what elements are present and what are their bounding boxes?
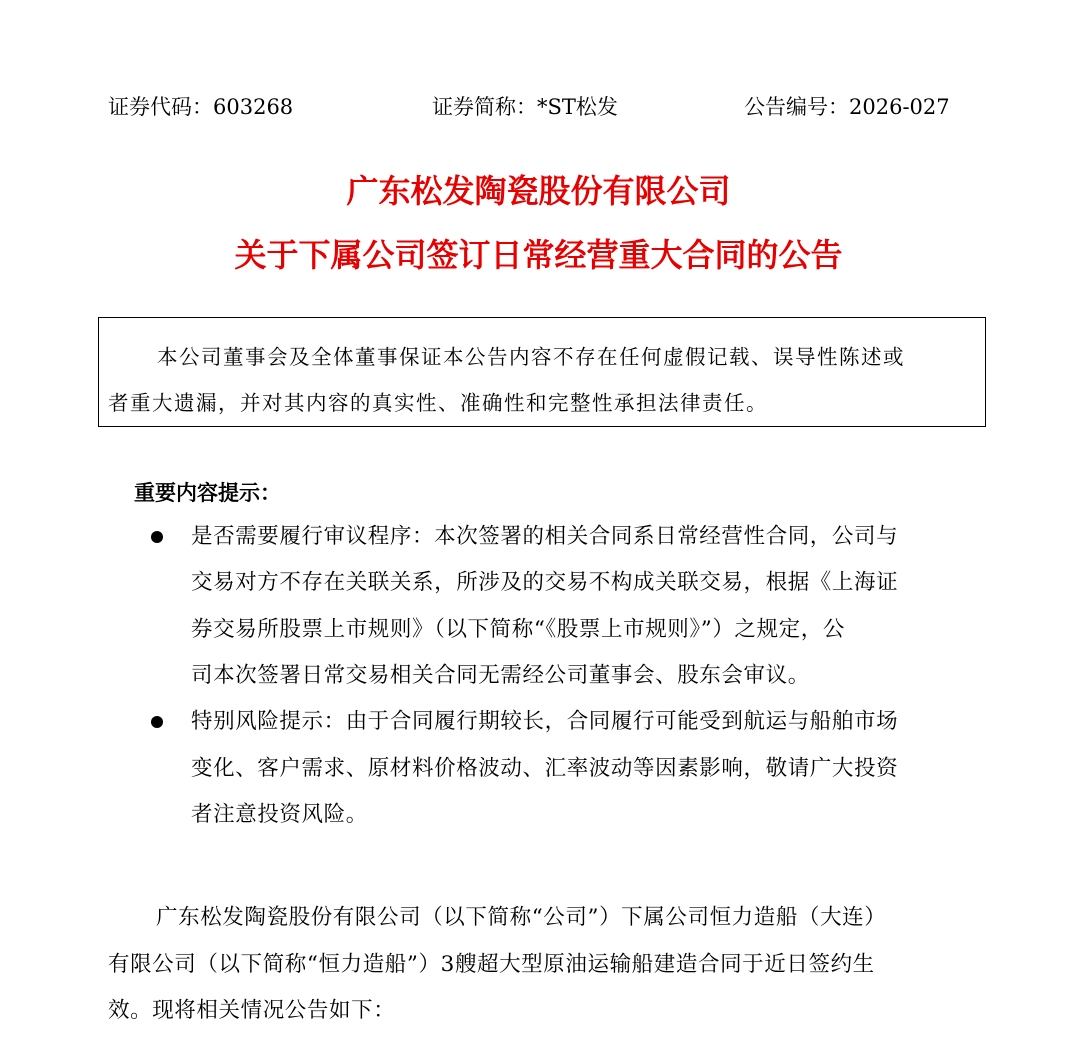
notice-line: 本公司董事会及全体董事保证本公告内容不存在任何虚假记载、误导性陈述或 — [157, 345, 905, 369]
board-guarantee-notice — [98, 317, 986, 427]
body-line: 效。现将相关情况公告如下： — [108, 998, 396, 1023]
company-title: 广东松发陶瓷股份有限公司 — [346, 172, 731, 210]
key-point-line: 券交易所股票上市规则》（以下简称“《股票上市规则》”）之规定，公 — [191, 617, 845, 642]
key-point-line: 交易对方不存在关联关系，所涉及的交易不构成关联交易，根据《上海证 — [191, 570, 899, 595]
key-point-line: 者注意投资风险。 — [191, 802, 368, 827]
security-name: 证券简称：*ST松发 — [432, 95, 618, 119]
announcement-title: 关于下属公司签订日常经营重大合同的公告 — [234, 236, 843, 274]
body-line: 广东松发陶瓷股份有限公司（以下简称“公司”）下属公司恒力造船（大连） — [156, 905, 887, 930]
key-point-line: 特别风险提示：由于合同履行期较长，合同履行可能受到航运与船舶市场 — [191, 709, 899, 734]
notice-line: 者重大遗漏，并对其内容的真实性、准确性和完整性承担法律责任。 — [108, 391, 768, 415]
key-points-heading: 重要内容提示： — [134, 481, 281, 505]
body-line: 有限公司（以下简称“恒力造船”）3艘超大型原油运输船建造合同于近日签约生 — [108, 952, 875, 977]
key-point-line: 是否需要履行审议程序：本次签署的相关合同系日常经营性合同，公司与 — [191, 524, 899, 549]
key-point-line: 司本次签署日常交易相关合同无需经公司董事会、股东会审议。 — [191, 663, 810, 688]
key-point-line: 变化、客户需求、原材料价格波动、汇率波动等因素影响，敬请广大投资 — [191, 756, 899, 781]
security-code: 证券代码：603268 — [108, 95, 294, 119]
bullet-dot-icon — [151, 716, 163, 728]
announcement-number: 公告编号：2026-027 — [744, 95, 950, 119]
bullet-dot-icon — [151, 531, 163, 543]
